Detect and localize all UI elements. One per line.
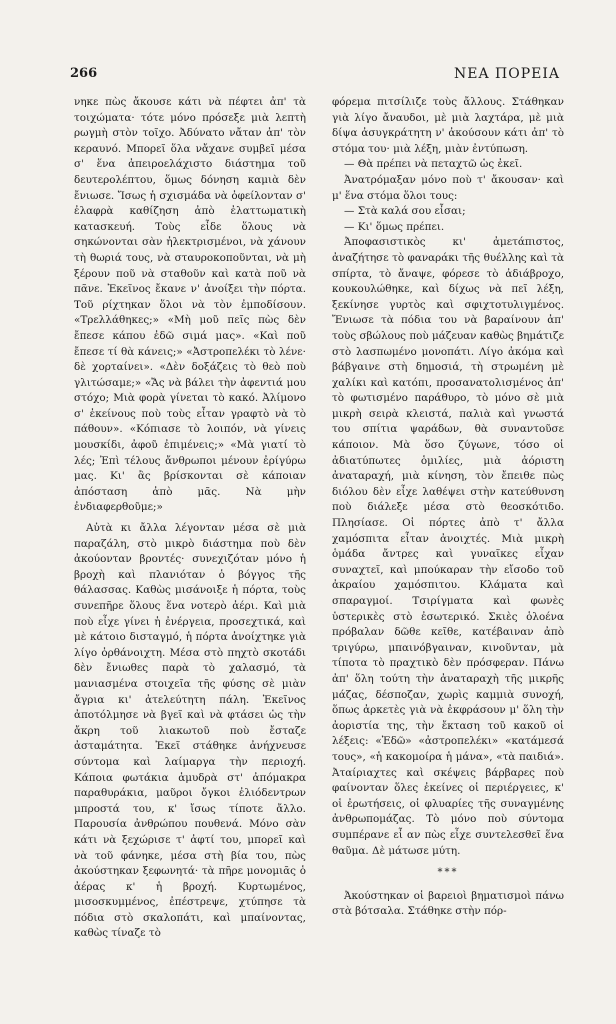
dialogue-line: — Θὰ πρέπει νὰ πεταχτῶ ὡς ἐκεῖ. — [344, 158, 523, 171]
page-number: 266 — [70, 66, 98, 81]
dialogue-line: — Κι' ὅμως πρέπει. — [344, 220, 445, 233]
paragraph: Ἀνατρόμαξαν μόνο ποὺ τ' ἄκουσαν· καὶ μ' ἕνα στόμα ὅλοι τους: — [332, 173, 564, 202]
right-column — [332, 95, 564, 920]
paragraph: φόρεμα πιτσίλιζε τοὺς ἄλλους. Στάθηκαν γιὰ λίγο ἄναυδοι, μὲ μιὰ λαχτάρα, μὲ μιὰ δίψα ἀσυγκράτητη ν' ἀκούσουν κάτι ἀπ' τὸ στόμα του· μιὰ λέξη, μιὰν ἐντύπωση. — [332, 96, 564, 155]
paragraph: Αὐτὰ κι ἄλλα λέγονταν μέσα σὲ μιὰ παραζάλη, στὸ μικρὸ διάστημα ποὺ δὲν ἀκούονταν βροντές· συνεχιζόταν μόνο ἡ βροχὴ καὶ πλανιόταν ὁ βόγγος τῆς θάλασσας. Καθὼς μισάνοιξε ἡ πόρτα, τοὺς συνεπῆρε ὅλους ἕνα νοτερὸ ἀέρι. Καὶ μιὰ ποὺ εἶχε γίνει ἡ ἐνέργεια, προσεχτικά, καὶ μὲ κάτοιο δισταγμό, ἡ πόρτα ἀνοίχτηκε γιὰ λίγο ὀρθάνοιχτη. Μέσα στὸ πηχτὸ σκοτάδι δὲν ἔνιωθες παρὰ τὸ χαλασμό, τὰ μανιασμένα στοιχεῖα τῆς φύσης σὲ μιὰν ἄγρια κι' ἀτελεύτητη πάλη. Ἐκεῖνος ἀποτόλμησε νὰ βγεῖ καὶ νὰ φτάσει ὡς τὴν ἄκρη τοῦ λιακωτοῦ ποὺ ἔσταζε ἀσταμάτητα. Ἐκεῖ στάθηκε ἀνήχνευσε σύντομα καὶ λαίμαργα τὴν περιοχή. Κάποια φωτάκια ἀμυδρὰ στ' ἀπόμακρα παραθυράκια, μαῦροι ὄγκοι ἐλιόδεντρων μπροστά του, κ' ἴσως τίποτε ἄλλο. Παρουσία ἀνθρώπου πουθενά. Μόνο σὰν κάτι νὰ ξεχώρισε τ' ἀφτί του, μπορεῖ καὶ νὰ τοῦ φάνηκε, μέσα στὴ βία του, πὼς ἀκούστηκαν ξεφωνητά· τὰ πῆρε μονομιᾶς ὁ ἀέρας κ' ἡ βροχή. Κυρτωμένος, μισοσκυμμένος, ἐπέστρεψε, χτύπησε τὰ πόδια στὸ σκαλοπάτι, καὶ μπαίνοντας, καθὼς τίναζε τὸ — [74, 522, 306, 940]
paragraph: Ἀκούστηκαν οἱ βαρειοὶ βηματισμοὶ πάνω στὰ βότσαλα. Στάθηκε στὴν πόρ- — [332, 889, 564, 918]
dialogue-line: — Στὰ καλά σου εἶσαι; — [344, 205, 466, 218]
paragraph: νηκε πὼς ἄκουσε κάτι νὰ πέφτει ἀπ' τὰ τοιχώματα· τότε μόνο πρόσεξε μιὰ λεπτὴ ρωγμὴ στὸν τοῖχο. Ἀδύνατο νἄταν ἀπ' τὸν κεραυνό. Μπορεῖ ὅλα νἄχανε συμβεῖ μέσα σ' ἕνα ἀπειροελάχιστο διάστημα τοῦ δευτερολέπτου, ὅμως δόνηση καμιὰ δὲν ἔνιωσε. Ἴσως ἡ σχισμάδα νὰ ὀφείλονταν σ' ἐλαφρὰ καθίζηση ἀπὸ ἐλαττωματικὴ κατασκευή. Τοὺς εἶδε ὅλους νὰ σηκώνονται σὰν ἠλεκτρισμένοι, νὰ χάνουν τὴ θωριά τους, νὰ σταυροκοποῦνται, νὰ μὴ ξέρουν ποῦ νὰ σταθοῦν καὶ κατὰ ποῦ νὰ πᾶνε. Ἐκεῖνος ἔκανε ν' ἀνοίξει τὴν πόρτα. Τοῦ ρίχτηκαν ὅλοι νὰ τὸν ἐμποδίσουν. «Τρελλάθηκες;» «Μὴ μοῦ πεῖς πὼς δὲν ἔπεσε κάπου ἐδῶ σιμά μας». «Καὶ ποῦ ἔπεσε τί θὰ κάνεις;» «Ἀστροπελέκι τὸ λένε· δὲ χορταίνει». «Δὲν δοξάζεις τὸ θεὸ ποὺ γλιτώσαμε;» «Ἄς νὰ βάλει τὴν ἀφεντιά μου στόχο; Μιὰ φορὰ γίνεται τὸ κακό. Ἀλίμονο σ' ἐκείνους ποὺ τοὺς εἶταν γραφτὸ νὰ τὸ πάθουν». «Κόπιασε τὸ λοιπόν, νὰ γίνεις μουσκίδι, ἀφοῦ ἐπιμένεις;» «Μὰ γιατί τὸ λές; Ἐπὶ τέλους ἄνθρωποι μένουν ἐρίγύρω μας. Κι' ἂς βρίσκονται σὲ κάποιαν ἀπόσταση ἀπὸ μᾶς. Νὰ μὴν ἐνδιαφερθοῦμε;» — [74, 96, 306, 514]
section-break: *** — [437, 867, 459, 879]
paragraph: Ἀποφασιστικὸς κι' ἀμετάπιστος, ἀναζήτησε τὸ φαναράκι τῆς θυέλλης καὶ τὰ σπίρτα, τὸ ἄναψε, φόρεσε τὸ ἀδιάβροχο, κουκουλώθηκε, καὶ δίχως νὰ πεῖ λέξη, ξεκίνησε γυρτὸς καὶ σφιχτοτυλιγμένος. Ἔνιωσε τὰ πόδια του νὰ βαραίνουν ἀπ' τοὺς σβώλους ποὺ μάζευαν καθὼς βημάτιζε στὸ λασπωμένο μονοπάτι. Λίγο ἀκόμα καὶ βάβγαινε στὴ δημοσιά, τὴ στρωμένη μὲ χαλίκι καὶ κατόπι, προσανατολισμένος ἀπ' τὸ φωτισμένο παράθυρο, τὸ μόνο σὲ μιὰ μικρὴ σειρὰ κλειστά, παλιὰ καὶ γνωστά του σπίτια ψαράδων, θὰ συναντοῦσε κάποιον. Μὰ ὅσο ζύγωνε, τόσο οἱ ἀδιατύπωτες ὁμιλίες, μιὰ ἀόριστη ἀναταραχή, μιὰ κίνηση, τὸν ἔπειθε πὼς διόλου δὲν εἶχε λαθέψει στὴν κατεύθυνση ποὺ διάλεξε μέσα στὸ θεοσκότιδο. Πλησίασε. Οἱ πόρτες ἀπὸ τ' ἄλλα χαμόσπιτα εἶταν ἀνοιχτές. Μιὰ μικρὴ ὁμάδα ἄντρες καὶ γυναῖκες εἶχαν συναχτεῖ, καὶ μπούκαραν τὴν εἴσοδο τοῦ ἀκραίου χαμόσπιτου. Κλάματα καὶ σπαραγμοί. Τσιρίγματα καὶ φωνὲς ὑστερικὲς στὸ ἐσωτερικό. Σκιὲς ὁλοένα πρόβαλαν δῶθε κεῖθε, κατέβαιναν ἀπὸ τριγύρω, μπαινόβγαιναν, κινοῦνταν, μὰ τίποτα τὸ πραχτικὸ δὲν πρόσφεραν. Πάνω ἀπ' ὅλη τούτη τὴν ἀναταραχὴ τῆς μικρῆς μάζας, δέσποζαν, χωρὶς καμμιὰ συνοχή, ὅπως ἀρκετὲς γιὰ νὰ ἐκφράσουν μ' ὅλη τὴν ἀοριστία της, τὴν ἔκταση τοῦ κακοῦ οἱ λέξεις: «Ἐδῶ» «ἀστροπελέκι» «κατάμεσά τους», «ἡ κακομοίρα ἡ μάνα», «τὰ παιδιά». Ἀταίριαχτες καὶ σκέψεις βάρβαρες ποὺ φαίνονταν ὅλες ἐκείνες οἱ περιέργειες, κ' οἱ ἐρωτήσεις, οἱ φλυαρίες τῆς συναγμένης ἀνθρωπομάζας. Τὸ μόνο ποὺ σύντομα συμπέρανε εἶ αν πὼς εἶχε συντελεσθεῖ ἕνα θαῦμα. Δὲ μάτωσε μύτη. — [332, 236, 564, 857]
left-column — [74, 95, 306, 942]
journal-title: ΝΕΑ ΠΟΡΕΙΑ — [454, 66, 560, 82]
page-header — [70, 66, 560, 88]
